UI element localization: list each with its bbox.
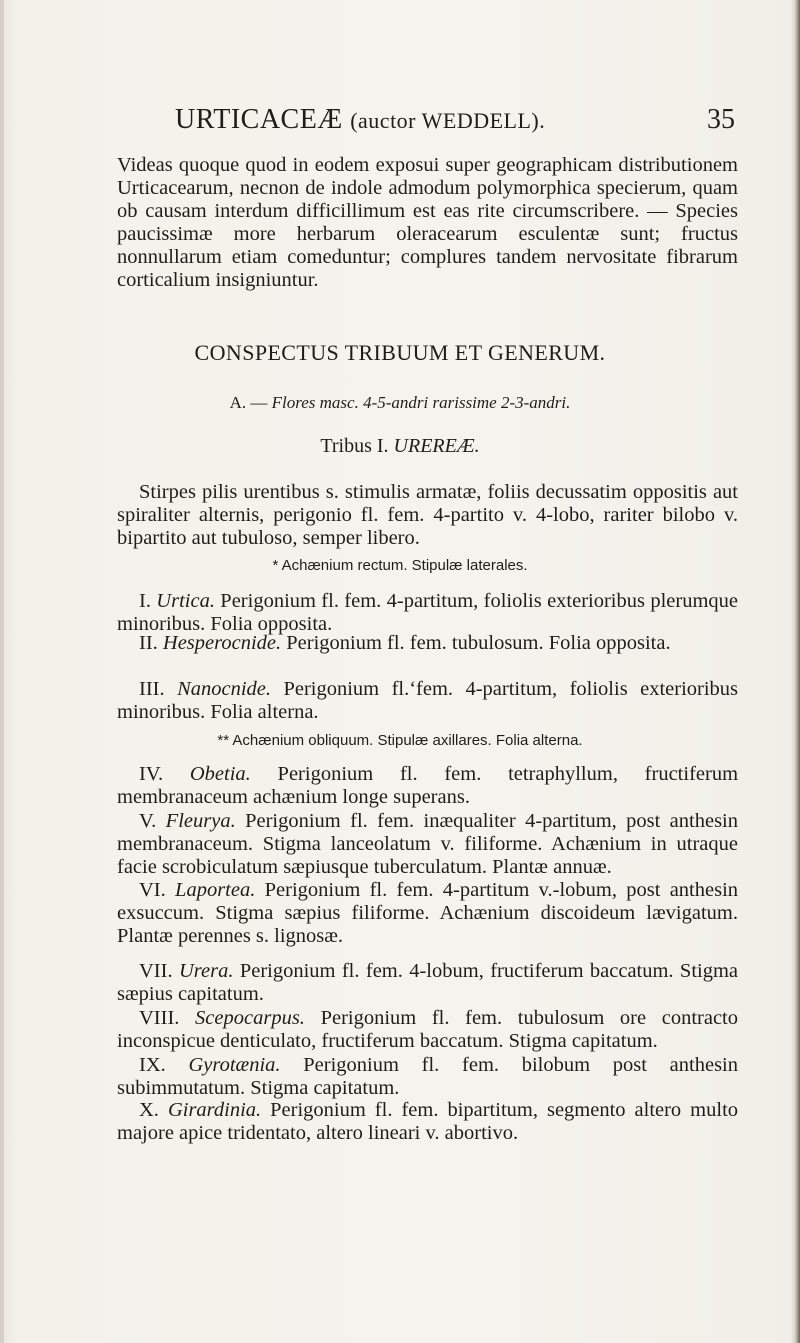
genus-description: Perigonium fl. fem. bipartitum, segmento altero multo majore apice tridentato, altero lineari v. abortivo. <box>117 1099 739 1144</box>
genus-description: Perigonium fl. fem. bilobum post anthesin subimmutatum. Stigma capitatum. <box>117 1054 738 1099</box>
tribus-name: UREREÆ. <box>393 435 480 457</box>
genus-name: Laportea. <box>175 879 256 901</box>
genus-name: Urtica. <box>156 590 215 612</box>
genus-number: VI. <box>139 879 166 901</box>
note-double-star: ** Achænium obliquum. Stipulæ axillares. Folia alterna. <box>217 732 583 749</box>
genus-description: Perigonium fl. fem. 4-partitum, foliolis exterioribus plerumque minoribus. Folia opposita. <box>117 590 738 635</box>
genus-number: VII. <box>139 960 173 982</box>
subsection-a-text: Flores masc. 4-5-andri rarissime 2-3-andri. <box>271 393 571 412</box>
genus-description: Perigonium fl. fem. 4-lobum, fructiferum baccatum. Stigma sæpius capitatum. <box>117 960 739 1005</box>
subsection-a-letter: A. — <box>229 393 268 412</box>
genus-name: Fleurya. <box>165 810 236 832</box>
tribus-description: Stirpes pilis urentibus s. stimulis armatæ, foliis decussatim oppositis aut spiraliter alternis, perigonio fl. fem. 4-partito v. 4-lobo, rariter bilobo v. bipartito aut tubuloso, semper libero. <box>117 481 738 549</box>
section-heading: CONSPECTUS TRIBUUM ET GENERUM. <box>194 340 606 365</box>
genus-entry <box>117 810 738 879</box>
note-single-star: * Achænium rectum. Stipulæ laterales. <box>272 557 528 574</box>
genus-number: III. <box>139 678 165 700</box>
tribus-label: Tribus I. <box>320 435 389 457</box>
page-left-edge <box>0 0 4 1343</box>
genus-name: Scepocarpus. <box>195 1007 305 1029</box>
genus-entry <box>117 678 738 724</box>
genus-entry <box>117 763 738 809</box>
running-header <box>175 104 735 144</box>
running-title-main: URTICACEÆ <box>175 104 343 135</box>
genus-description: Perigonium fl. fem. tubulosum. Folia opposita. <box>286 632 671 654</box>
genus-name: Obetia. <box>189 763 251 785</box>
running-title-sub: (auctor WEDDELL). <box>350 108 546 133</box>
genus-entry <box>117 1007 738 1053</box>
genus-description: Perigonium fl. fem. tubulosum ore contracto inconspicue denticulato, fructiferum baccatum. Stigma capitatum. <box>117 1007 738 1052</box>
page-right-edge <box>790 0 800 1343</box>
genus-number: VIII. <box>139 1007 180 1029</box>
genus-entry <box>117 1099 738 1145</box>
genus-entry <box>117 960 738 1006</box>
genus-entry <box>117 879 738 948</box>
genus-name: Girardinia. <box>167 1099 262 1121</box>
page-number: 35 <box>707 104 735 135</box>
genus-number: I. <box>139 590 151 612</box>
genus-number: II. <box>139 632 158 654</box>
genus-description: Perigonium fl. fem. 4-partitum v.-lobum, post anthesin exsuccum. Stigma sæpius filiforme. Achænium discoideum lævigatum. Plantæ perennes s. lignosæ. <box>117 879 739 947</box>
tribus-heading <box>0 435 800 458</box>
genus-number: IX. <box>139 1054 166 1076</box>
genus-number: X. <box>139 1099 159 1121</box>
genus-number: IV. <box>139 763 164 785</box>
genus-entry <box>117 1054 738 1100</box>
genus-name: Gyrotænia. <box>188 1054 281 1076</box>
genus-name: Hesperocnide. <box>162 632 282 654</box>
genus-name: Urera. <box>178 960 234 982</box>
genus-description: Perigonium fl.‘fem. 4-partitum, foliolis exterioribus minoribus. Folia alterna. <box>117 678 739 723</box>
genus-entry <box>117 590 738 636</box>
subsection-a <box>0 393 800 413</box>
genus-description: Perigonium fl. fem. tetraphyllum, fructiferum membranaceum achænium longe superans. <box>117 763 739 808</box>
genus-number: V. <box>139 810 157 832</box>
running-title <box>175 104 545 136</box>
intro-paragraph: Videas quoque quod in eodem exposui super geographicam distributionem Urticacearum, necnon de indole admodum polymorphica specierum, quam ob causam interdum difficillimum est eas rite circumscribere. — Species paucissimæ more herbarum oleracearum esculentæ sunt; fructus nonnullarum etiam comeduntur; complures tandem nervositate fibrarum corticalium insigniuntur. <box>117 154 738 291</box>
genus-name: Nanocnide. <box>177 678 272 700</box>
genus-entry <box>117 632 738 655</box>
genus-description: Perigonium fl. fem. inæqualiter 4-partitum, post anthesin membranaceum. Stigma lanceolatum v. filiforme. Achænium in utraque facie scrobiculatum sæpiusque tuberculatum. Plantæ annuæ. <box>117 810 739 878</box>
